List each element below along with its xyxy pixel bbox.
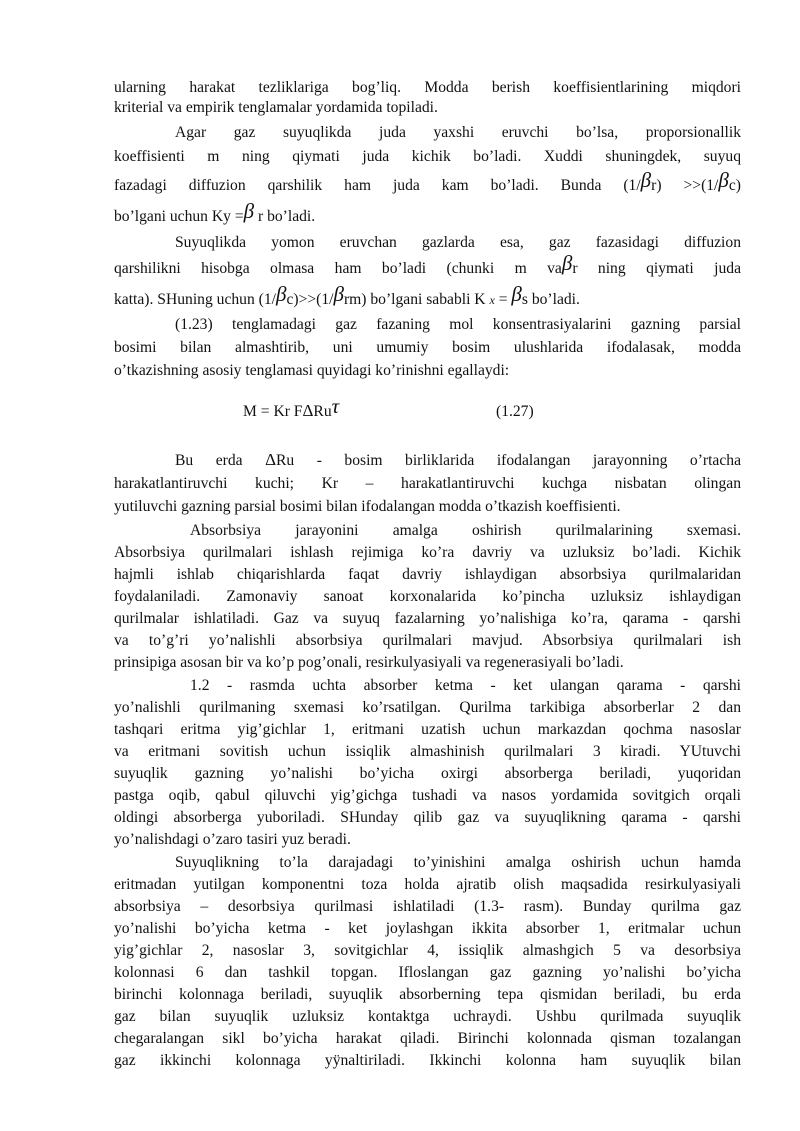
paragraph-start: Suyuqlikda yomon eruvchan gazlarda esa, gaz fazasidagi diffuzion — [175, 234, 741, 251]
text-line: oldingi absorberga yuboriladi. SHunday qilib gaz va suyuqlikning qarama - qarshi — [114, 809, 741, 826]
paragraph-start: 1.2 - rasmda uchta absorber ketma - ket ulangan qarama - qarshi — [190, 677, 741, 694]
text-line: kolonnasi 6 dan tashkil topgan. Ifloslangan gaz gazning yo’nalishi bo’yicha — [114, 964, 741, 981]
text-line: birinchi kolonnaga beriladi, suyuqlik absorberning tepa qismidan beriladi, bu erda — [114, 986, 741, 1003]
text-line: koeffisienti m ning qiymati juda kichik bo’ladi. Xuddi shuningdek, suyuq — [114, 148, 741, 165]
text-line: tashqari eritma yig’gichlar 1, eritmani uzatish uchun markazdan qochma nasoslar — [114, 721, 741, 738]
text-line: foydalaniladi. Zamonaviy sanoat korxonalarida ko’pincha uzluksiz ishlaydigan — [114, 588, 741, 605]
text-line: qarshilikni hisobga olmasa ham bo’ladi (chunki m vaβr ning qiymati juda — [114, 251, 741, 277]
text-line: bo’lgani uchun Ky =β r bo’ladi. — [114, 199, 316, 225]
text-line: eritmadan yutilgan komponentni toza holda ajratib olish maqsadida resirkulyasiyali — [114, 876, 741, 893]
text-line: katta). SHuning uchun (1/βc)>>(1/βrm) bo’lgani sababli K x = βs bo’ladi. — [114, 282, 580, 308]
text-line: prinsipiga asosan bir va ko’p pog’onali, resirkulyasiyali va regenerasiyali bo’ladi. — [114, 654, 624, 671]
text-line: harakatlantiruvchi kuchi; Kr – harakatlantiruvchi kuchga nisbatan olingan — [114, 475, 741, 492]
text-line: Absorbsiya qurilmalari ishlash rejimiga ko’ra davriy va uzluksiz bo’ladi. Kichik — [114, 544, 741, 561]
text-line: kriterial va empirik tenglamalar yordamida topiladi. — [114, 99, 438, 116]
paragraph-start: (1.23) tenglamadagi gaz fazaning mol konsentrasiyalarini gazning parsial — [175, 316, 741, 333]
equation: M = Kr FΔRuτ — [243, 394, 340, 420]
delta-symbol: Δ — [302, 401, 314, 420]
text-line: qurilmalar ishlatiladi. Gaz va suyuq fazalarning yo’nalishiga ko’ra, qarama - qarshi — [114, 610, 741, 627]
text-line: fazadagi diffuzion qarshilik ham juda kam bo’ladi. Bunda (1/βr) >>(1/βc) — [114, 168, 741, 194]
text-line: va eritmani sovitish uchun issiqlik almashinish qurilmalari 3 kiradi. YUtuvchi — [114, 743, 741, 760]
text-line: o’tkazishning asosiy tenglamasi quyidagi ko’rinishni egallaydi: — [114, 362, 510, 379]
beta-symbol: β — [243, 199, 255, 223]
text-line: gaz ikkinchi kolonnaga yÿnaltiriladi. Ikkinchi kolonna ham suyuqlik bilan — [114, 1052, 741, 1069]
paragraph-start: Suyuqlikning to’la darajadagi to’yinishini amalga oshirish uchun hamda — [175, 854, 741, 871]
text-line: yutiluvchi gazning parsial bosimi bilan ifodalangan modda o’tkazish koeffisienti. — [114, 498, 621, 515]
text-line: ularning harakat tezliklariga bog’liq. Modda berish koeffisientlarining miqdori — [114, 79, 741, 96]
text-line: yig’gichlar 2, nasoslar 3, sovitgichlar 4, issiqlik almashgich 5 va desorbsiya — [114, 942, 741, 959]
text-line: chegaralangan sikl bo’yicha harakat qiladi. Birinchi kolonnada qisman tozalangan — [114, 1030, 741, 1047]
beta-symbol: β — [333, 282, 344, 306]
text-line: yo’nalishdagi o’zaro tasiri yuz beradi. — [114, 831, 351, 848]
section-heading: Absorbsiya jarayonini amalga oshirish qurilmalarining sxemasi. — [190, 522, 741, 539]
beta-symbol: β — [718, 168, 729, 192]
beta-symbol: β — [511, 282, 522, 306]
beta-symbol: β — [561, 251, 573, 275]
text-line: bosimi bilan almashtirib, uni umumiy bosim ulushlarida ifodalasak, modda — [114, 339, 741, 356]
beta-symbol: β — [640, 168, 652, 192]
text-line: yo’nalishli qurilmaning sxemasi ko’rsatilgan. Qurilma tarkibiga absorberlar 2 dan — [114, 699, 741, 716]
text-line: pastga oqib, qabul qiluvchi yig’gichga tushadi va nasos yordamida sovitgich orqali — [114, 787, 741, 804]
paragraph-start: Agar gaz suyuqlikda juda yaxshi eruvchi bo’lsa, proporsionallik — [175, 124, 741, 141]
beta-symbol: β — [275, 282, 287, 306]
text-line: hajmli ishlab chiqarishlarda faqat davriy ishlaydigan absorbsiya qurilmalaridan — [114, 566, 741, 583]
text-line: absorbsiya – desorbsiya qurilmasi ishlatiladi (1.3- rasm). Bunday qurilma gaz — [114, 898, 741, 915]
x-symbol: x — [489, 293, 495, 307]
text-line: yo’nalishi bo’yicha ketma - ket joylashgan ikkita absorber 1, eritmalar uchun — [114, 920, 741, 937]
paragraph-start: Bu erda ΔRu - bosim birliklarida ifodalangan jarayonning o’rtacha — [175, 450, 741, 469]
delta-symbol: Δ — [265, 450, 276, 469]
tau-symbol: τ — [331, 394, 340, 418]
text-line: suyuqlik gazning yo’nalishi bo’yicha oxirgi absorberga beriladi, yuqoridan — [114, 765, 741, 782]
equation-number: (1.27) — [496, 403, 534, 420]
text-line: va to’g’ri yo’nalishli absorbsiya qurilmalari mavjud. Absorbsiya qurilmalari ish — [114, 632, 741, 649]
text-line: gaz bilan suyuqlik uzluksiz kontaktga uchraydi. Ushbu qurilmada suyuqlik — [114, 1008, 741, 1025]
